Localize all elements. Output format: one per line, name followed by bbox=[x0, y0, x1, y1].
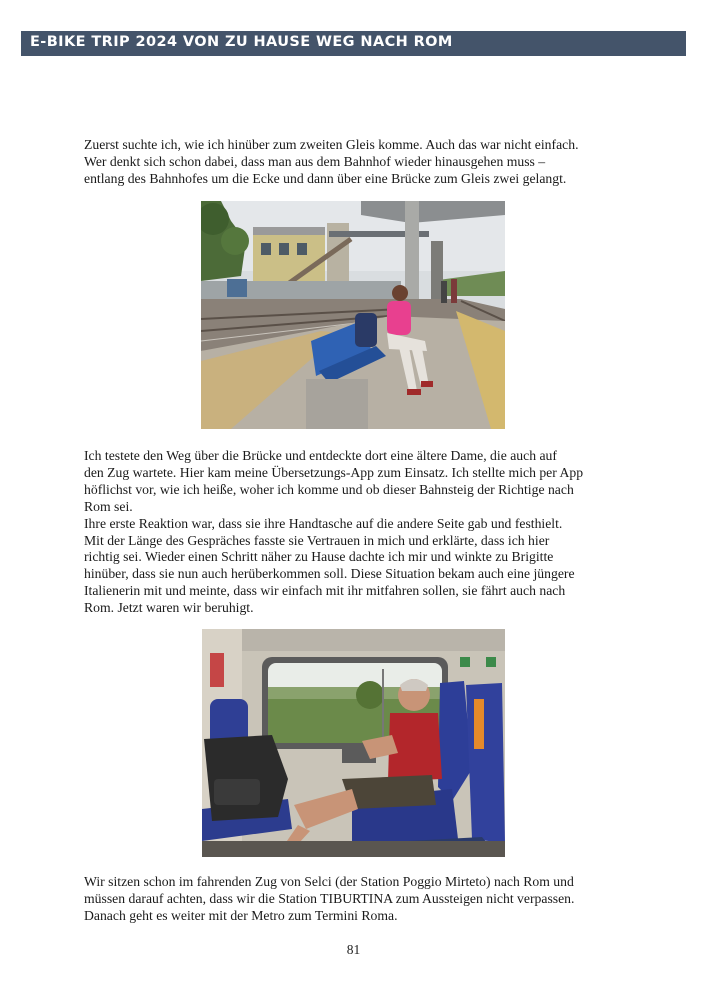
text-line: Wer denkt sich schon dabei, dass man aus dem Bahnhof wieder hinausgehen muss – bbox=[84, 153, 546, 169]
text-line: Rom sei. bbox=[84, 498, 133, 514]
text-line: entlang des Bahnhofes um die Ecke und dann über eine Brücke zum Gleis zwei gelangt. bbox=[84, 170, 567, 186]
text-line: hinüber, dass sie nun auch herüberkommen soll. Diese Situation bekam auch eine jüngere bbox=[84, 566, 575, 582]
page-number: 81 bbox=[346, 942, 361, 957]
header-title: E-BIKE TRIP 2024 VON ZU HAUSE WEG NACH ROM bbox=[30, 34, 453, 50]
text-line: Mit der Länge des Gespräches fasste sie Vertrauen in mich und erklärte, dass ich hier bbox=[84, 532, 550, 548]
text-line: richtig sei. Wieder einen Schritt näher zu Hause dachte ich mir und winkte zu Brigitte bbox=[84, 549, 554, 565]
text-line: Rom. Jetzt waren wir beruhigt. bbox=[84, 600, 254, 616]
header-bar bbox=[21, 31, 686, 56]
text-line: Italienerin mit und meinte, dass wir einfach mit ihr mitfahren sollen, sie fährt auch nach bbox=[84, 583, 566, 599]
text-line: müssen darauf achten, dass wir die Station TIBURTINA zum Aussteigen nicht verpassen. bbox=[84, 890, 575, 906]
text-line: Zuerst suchte ich, wie ich hinüber zum zweiten Gleis komme. Auch das war nicht einfach. bbox=[84, 137, 579, 152]
text-line: Danach geht es weiter mit der Metro zum Termini Roma. bbox=[84, 907, 398, 923]
photo-train-interior bbox=[202, 629, 505, 857]
text-line: Wir sitzen schon im fahrenden Zug von Selci (der Station Poggio Mirteto) nach Rom und bbox=[84, 874, 574, 889]
text-line: höflichst vor, wie ich heiße, woher ich komme und ob dieser Bahnsteig der Richtige nach bbox=[84, 481, 574, 497]
station-platform-image bbox=[201, 201, 505, 429]
paragraph-train bbox=[84, 874, 624, 925]
paragraph-meeting bbox=[84, 448, 624, 617]
text-line: Ihre erste Reaktion war, dass sie ihre Handtasche auf die andere Seite gab und festhielt. bbox=[84, 515, 563, 531]
text-line: den Zug wartete. Hier kam meine Übersetzungs-App zum Einsatz. Ich stellte mich per App bbox=[84, 464, 584, 480]
paragraph-intro bbox=[84, 137, 624, 188]
train-interior-image bbox=[202, 629, 505, 857]
photo-station-platform bbox=[201, 201, 505, 429]
text-line: Ich testete den Weg über die Brücke und entdeckte dort eine ältere Dame, die auch auf bbox=[84, 448, 557, 463]
